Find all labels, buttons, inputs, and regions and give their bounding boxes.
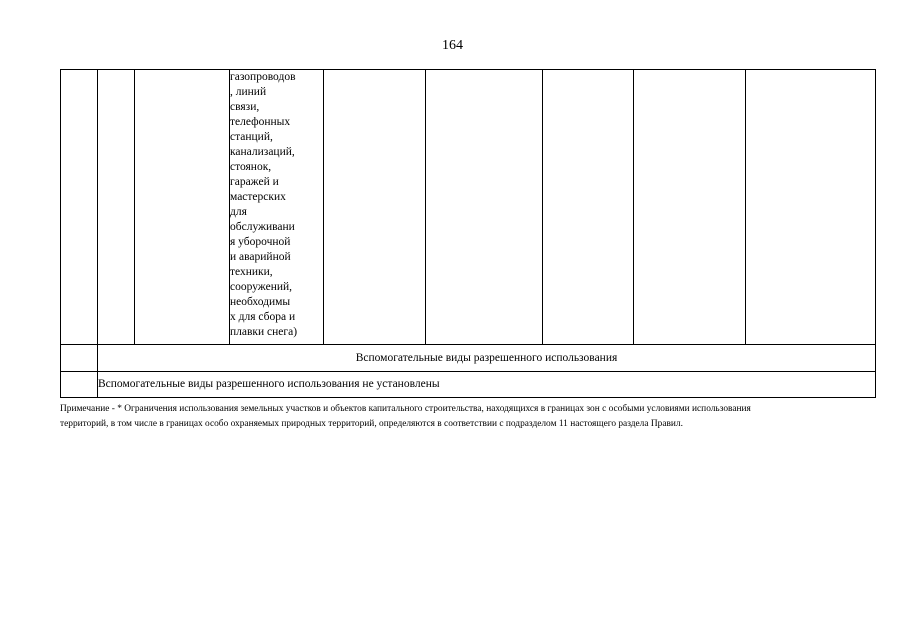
- cell-text-line: канализаций,: [230, 146, 295, 158]
- cell-text-line: телефонных: [230, 116, 291, 128]
- table-cell-empty: [61, 345, 98, 372]
- table-cell-empty: [61, 372, 98, 398]
- cell-text-line: необходимы: [230, 296, 291, 308]
- cell-text-line: сооружений,: [230, 281, 293, 293]
- table-row: [61, 70, 876, 345]
- cell-text-line: х для сбора и: [230, 311, 296, 323]
- cell-text-line: для: [230, 206, 247, 218]
- cell-text-line: станций,: [230, 131, 273, 143]
- cell-text-line: я уборочной: [230, 236, 291, 248]
- permitted-use-description-cell: [230, 70, 324, 345]
- cell-text-line: мастерских: [230, 191, 286, 203]
- table-cell-empty: [746, 70, 876, 345]
- table-row: [61, 372, 876, 398]
- table-cell-empty: [543, 70, 634, 345]
- cell-text-line: гаражей и: [230, 176, 279, 188]
- section-heading: Вспомогательные виды разрешенного использования: [98, 345, 876, 372]
- table-cell-empty: [634, 70, 746, 345]
- footnote-line: территорий, в том числе в границах особо охраняемых природных территорий, определяются в соответствии с подразделом 11 настоящего раздела Правил.: [60, 419, 683, 429]
- table-cell-empty: [324, 70, 426, 345]
- table-row: [61, 345, 876, 372]
- cell-text-line: связи,: [230, 101, 260, 113]
- cell-text-line: газопроводов: [230, 71, 296, 83]
- cell-text-line: и аварийной: [230, 251, 291, 263]
- table-cell-empty: [135, 70, 230, 345]
- table-cell-empty: [426, 70, 543, 345]
- page-number: 164: [442, 38, 463, 53]
- cell-text-line: , линий: [230, 86, 267, 98]
- cell-text-line: стоянок,: [230, 161, 272, 173]
- table-cell-empty: [98, 70, 135, 345]
- cell-text-line: обслуживани: [230, 221, 295, 233]
- cell-text-line: техники,: [230, 266, 273, 278]
- footnote-line: Примечание - * Ограничения использования земельных участков и объектов капитального строительства, находящихся в границах зон с особыми условиями использования: [60, 404, 751, 414]
- table-cell-empty: [61, 70, 98, 345]
- zoning-table: [60, 69, 876, 398]
- cell-text-line: плавки снега): [230, 326, 298, 338]
- footnote: [60, 402, 875, 432]
- none-established-text: Вспомогательные виды разрешенного использования не установлены: [98, 372, 876, 398]
